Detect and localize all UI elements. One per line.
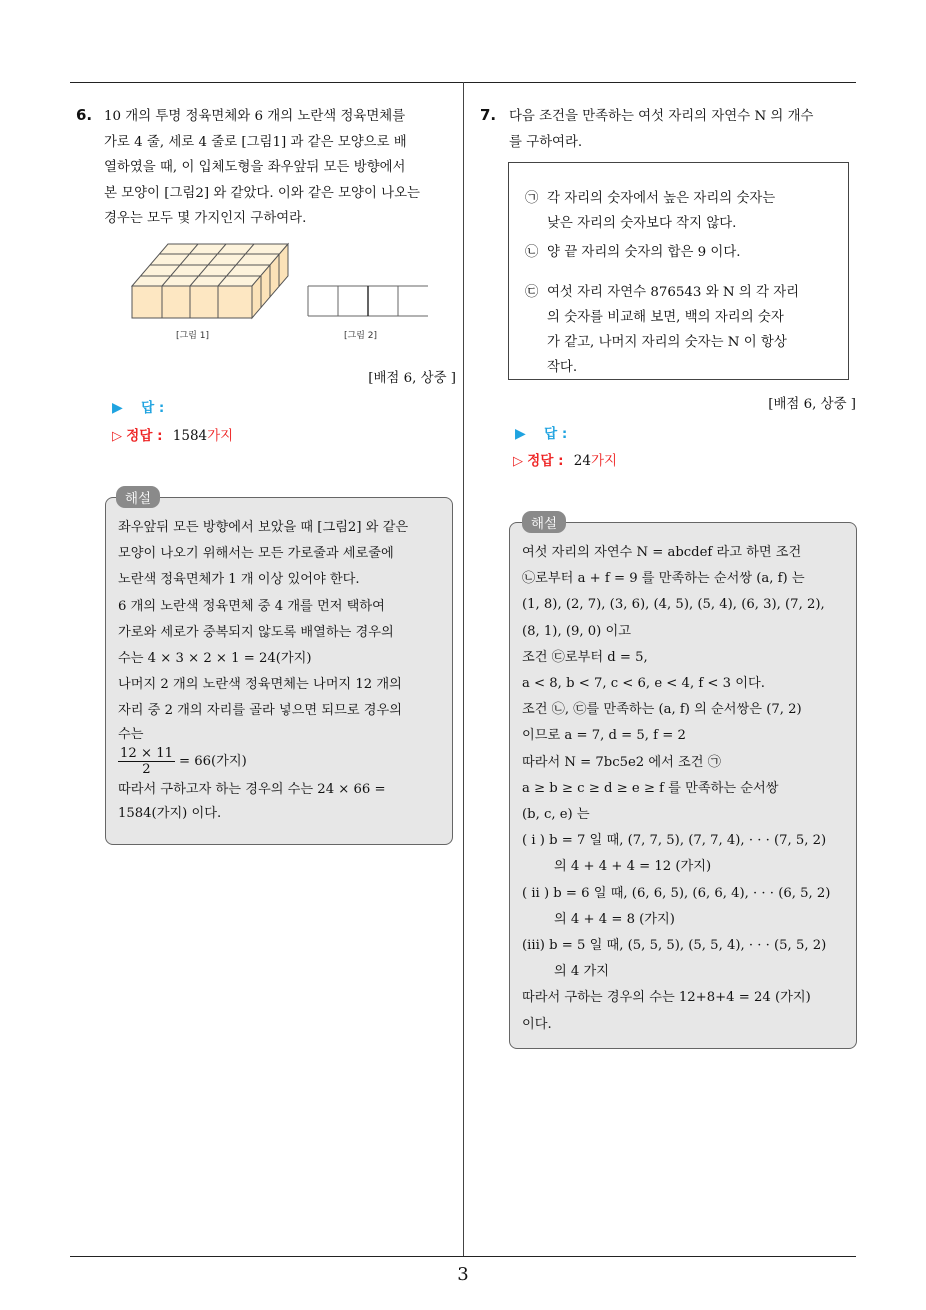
condition-text-cont: 낮은 자리의 숫자보다 작지 않다. [547,216,737,231]
condition-mark: ㉢ [525,285,539,300]
question-7-text [509,104,813,155]
condition-text: 여섯 자리 자연수 876543 와 N 의 각 자리 [547,285,800,300]
question-7-solution-tag: 해설 [522,511,566,533]
question-7-answer-row[interactable] [515,422,567,442]
question-7-correct-answer [513,449,617,469]
condition-2 [525,240,741,265]
fraction-expression [118,745,408,779]
correct-answer-unit: 가지 [207,428,234,444]
solution-line: 여섯 자리의 자연수 N = abcdef 라고 하면 조건 [522,545,802,560]
solution-line: 나머지 2 개의 노란색 정육면체는 나머지 12 개의 [118,677,402,693]
solution-line: 좌우앞뒤 모든 방향에서 보았을 때 [그림2] 와 같은 [118,520,409,535]
condition-text-cont: 가 같고, 나머지 자리의 숫자는 N 이 항상 [547,335,787,350]
question-6-score: [배점 6, 상중 ] [368,371,456,386]
question-7-score: [배점 6, 상중 ] [768,397,856,412]
question-6-line: 경우는 모두 몇 가지인지 구하여라. [104,211,307,226]
solution-line: 의 4 + 4 = 8 (가지) [554,911,675,927]
question-6-line: 가로 4 줄, 세로 4 줄로 [그림1] 과 같은 모양으로 배 [104,134,407,150]
bottom-rule [70,1256,856,1257]
question-6-line: 본 모양이 [그림2] 와 같았다. 이와 같은 모양이 나오는 [104,185,420,201]
solution-line: (b, c, e) 는 [522,807,590,823]
condition-text-cont: 의 숫자를 비교해 보면, 백의 자리의 숫자 [547,310,784,325]
figure-2-view [306,284,430,320]
play-triangle-icon: ▶ [112,400,123,416]
solution-line: ㉡로부터 a + f = 9 를 만족하는 순서쌍 (a, f) 는 [522,571,805,587]
condition-1 [525,186,775,236]
condition-text: 각 자리의 숫자에서 높은 자리의 숫자는 [547,191,776,206]
solution-line: 모양이 나오기 위해서는 모든 가로줄과 세로줄에 [118,546,394,562]
solution-line: ( i ) b = 7 일 때, (7, 7, 5), (7, 7, 4), · · · (7, 5, 2) [522,833,827,849]
solution-line: 따라서 구하는 경우의 수는 12+8+4 = 24 (가지) [522,990,811,1006]
correct-answer-value: 1584 [172,428,208,444]
answer-label: 답 : [141,400,165,416]
correct-answer-unit: 가지 [590,453,618,469]
correct-answer-value: 24 [573,453,591,469]
answer-label: 답 : [544,426,568,442]
solution-line: 이므로 a = 7, d = 5, f = 2 [522,728,686,744]
solution-line: (1, 8), (2, 7), (3, 6), (4, 5), (5, 4), (6, 3), (7, 2), [522,597,825,613]
question-6-number: 6. [76,106,93,124]
fraction-numerator: 12 × 11 [120,746,173,762]
solution-line: (iii) b = 5 일 때, (5, 5, 5), (5, 5, 4), · · · (5, 5, 2) [522,938,827,954]
solution-line: 노란색 정육면체가 1 개 이상 있어야 한다. [118,572,360,588]
solution-line: 의 4 가지 [554,964,609,980]
fraction-result: = 66(가지) [179,753,247,769]
question-6-solution-text [118,515,408,827]
solution-line: 따라서 구하고자 하는 경우의 수는 24 × 66 = [118,781,386,797]
outline-triangle-icon: ▷ [112,429,122,444]
condition-mark: ㉡ [525,245,539,260]
solution-line: 수는 4 × 3 × 2 × 1 = 24(가지) [118,651,312,667]
solution-line: 가로와 세로가 중복되지 않도록 배열하는 경우의 [118,624,394,640]
question-7-line: 다음 조건을 만족하는 여섯 자리의 자연수 N 의 개수 [509,109,814,124]
figure-2-caption: [그림 2] [344,331,377,341]
figure-1-caption: [그림 1] [176,331,209,341]
outline-triangle-icon: ▷ [513,454,523,469]
solution-line: 이다. [522,1016,552,1032]
solution-line: 조건 ㉡, ㉢를 만족하는 (a, f) 의 순서쌍은 (7, 2) [522,702,802,718]
figure-1-cube-arrangement [128,240,298,322]
question-6-line: 열하였을 때, 이 입체도형을 좌우앞뒤 모든 방향에서 [104,160,406,175]
solution-line: 수는 [118,726,144,742]
condition-3 [525,280,799,380]
condition-text-cont: 작다. [547,360,578,375]
column-divider [463,82,464,1256]
solution-line: 따라서 N = 7bc5e2 에서 조건 ㉠ [522,754,721,770]
solution-line: ( ii ) b = 6 일 때, (6, 6, 5), (6, 6, 4), · · · (6, 5, 2) [522,885,831,901]
question-7-number: 7. [480,106,497,124]
question-6-line: 10 개의 투명 정육면체와 6 개의 노란색 정육면체를 [104,109,406,124]
solution-line: a < 8, b < 7, c < 6, e < 4, f < 3 이다. [522,676,765,692]
condition-text: 양 끝 자리의 숫자의 합은 9 이다. [547,245,741,260]
solution-line: 의 4 + 4 + 4 = 12 (가지) [554,859,712,875]
solution-line: 조건 ㉢로부터 d = 5, [522,649,648,665]
solution-line: 자리 중 2 개의 자리를 골라 넣으면 되므로 경우의 [118,703,402,719]
question-6-solution-tag: 해설 [116,486,160,508]
play-triangle-icon: ▶ [515,426,526,442]
question-7-solution-text [522,540,830,1038]
question-7-line: 를 구하여라. [509,134,583,150]
correct-answer-label: 정답 : [126,428,163,444]
solution-line: 6 개의 노란색 정육면체 중 4 개를 먼저 택하여 [118,598,385,614]
fraction-denominator: 2 [142,762,151,778]
question-6-text [104,104,420,232]
solution-line: (8, 1), (9, 0) 이고 [522,623,631,639]
question-6-correct-answer [112,424,233,444]
page-number: 3 [457,1264,469,1285]
correct-answer-label: 정답 : [527,453,564,469]
solution-line: a ≥ b ≥ c ≥ d ≥ e ≥ f 를 만족하는 순서쌍 [522,780,779,796]
question-6-answer-row[interactable] [112,396,164,416]
condition-mark: ㉠ [525,191,539,206]
solution-line: 1584(가지) 이다. [118,805,222,821]
